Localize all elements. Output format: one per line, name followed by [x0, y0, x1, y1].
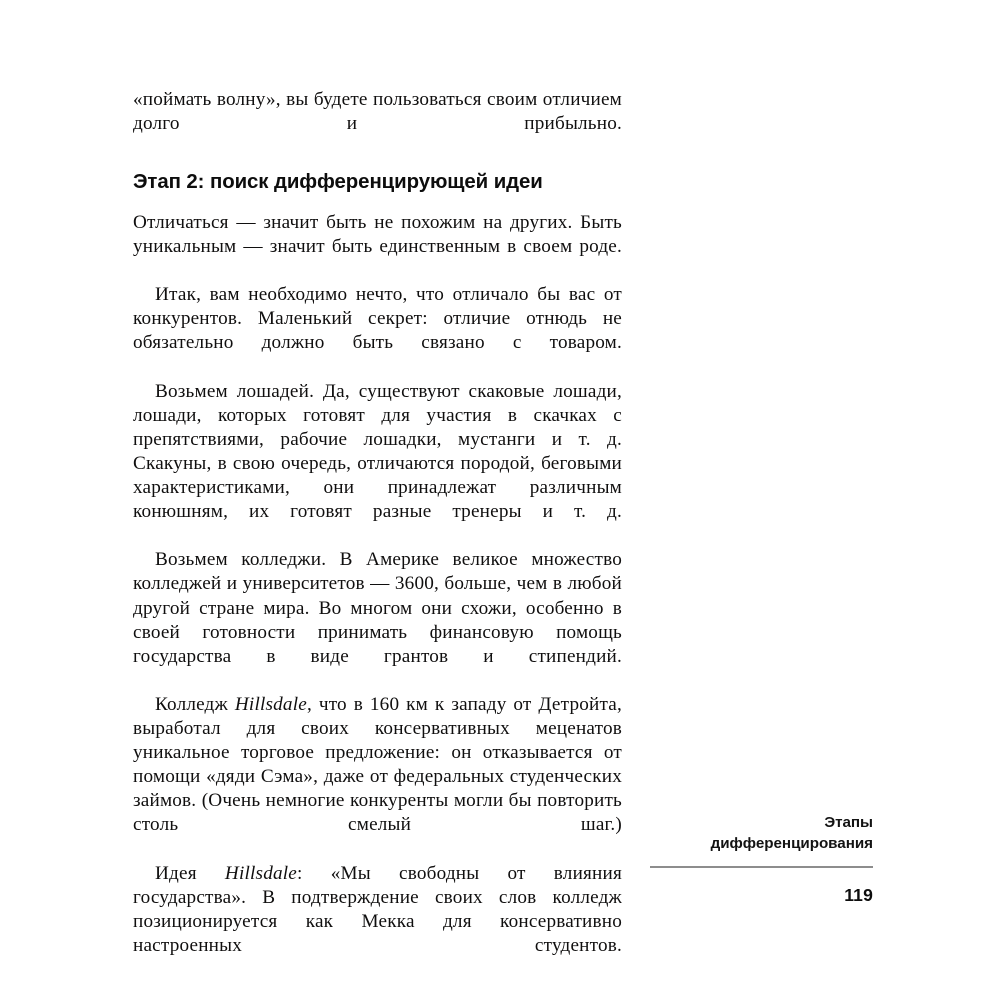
paragraph-colleges: Возьмем колледжи. В Америке великое множество колледжей и университетов — 3600, больше, чем в любой другой стране мира. Во многом они схожи, особенно в своей готовности принимать финансовую помощь государства в виде грантов и стипендий.: [133, 549, 622, 667]
paragraph-hillsdale-idea: Идея Hillsdale: «Мы свободны от влияния государства». В подтверждение своих слов колледж позиционируется как Мекка для консервативно настроенных студентов.: [133, 862, 622, 956]
page-number: 119: [844, 885, 873, 905]
section-heading: Этап 2: поиск дифференцирующей идеи: [133, 171, 543, 193]
paragraph-competitors: Итак, вам необходимо нечто, что отличало бы вас от конкурентов. Маленький секрет: отличие отнюдь не обязательно должно быть связано с товаром.: [133, 284, 622, 354]
continued-paragraph: «поймать волну», вы будете пользоваться своим отличием долго и прибыльно.: [133, 89, 622, 135]
italic-term: Hillsdale: [224, 862, 298, 884]
margin-running-block: [633, 812, 873, 905]
running-head: [633, 812, 873, 854]
paragraph-definition: Отличаться — значит быть не похожим на других. Быть уникальным — значит быть единственным в своем роде.: [133, 212, 622, 258]
running-head-line-1: Этапы: [824, 814, 873, 831]
paragraph-hillsdale-usp: Колледж Hillsdale, что в 160 км к западу от Детройта, выработал для своих консервативных меценатов уникальное торговое предложение: он отказывается от помощи «дяди Сэма», даже от федеральных студенческих займов. (Очень немногие конкуренты могли бы повторить столь смелый шаг.): [133, 693, 622, 836]
body-text-column: [133, 211, 622, 982]
paragraph-horses: Возьмем лошадей. Да, существуют скаковые лошади, лошади, которых готовят для участия в скачках с препятствиями, рабочие лошадки, мустанги и т. д. Скакуны, в свою очередь, отличаются породой, беговыми характеристиками, они принадлежат различным конюшням, их готовят разные тренеры и т. д.: [133, 380, 622, 523]
italic-term: Hillsdale: [234, 693, 307, 715]
continued-paragraph-block: [133, 88, 622, 160]
running-head-line-2: дифференцирования: [710, 835, 873, 852]
margin-divider-rule: [650, 866, 873, 868]
